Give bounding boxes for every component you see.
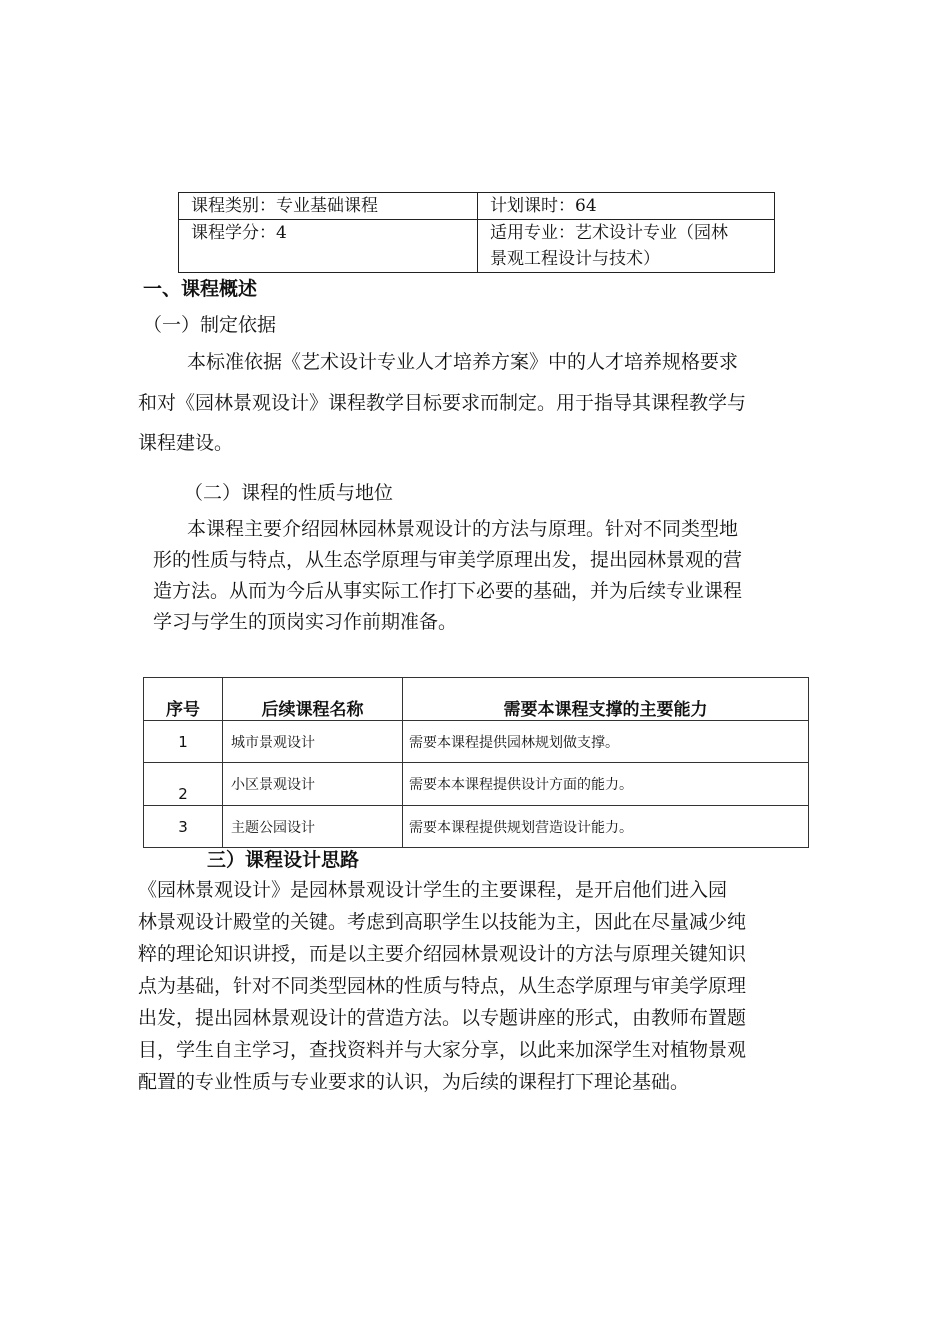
row-number: 1 bbox=[144, 721, 223, 763]
info-row bbox=[179, 220, 775, 273]
paragraph-line: 造方法。从而为今后从事实际工作打下必要的基础，并为后续专业课程 bbox=[153, 580, 743, 602]
paragraph-line: 本课程主要介绍园林园林景观设计的方法与原理。针对不同类型地 bbox=[187, 518, 739, 540]
paragraph-line: 《园林景观设计》是园林景观设计学生的主要课程，是开启他们进入园 bbox=[138, 879, 728, 901]
section-heading-overview: 一、课程概述 bbox=[143, 278, 258, 300]
paragraph-line: 林景观设计殿堂的关键。考虑到高职学生以技能为主，因此在尽量减少纯 bbox=[138, 911, 747, 933]
column-header-number: 序号 bbox=[144, 678, 223, 721]
course-category-cell: 课程类别：专业基础课程 bbox=[179, 193, 478, 220]
required-ability: 需要本课程提供园林规划做支撑。 bbox=[403, 721, 809, 763]
table-row bbox=[144, 763, 809, 806]
applicable-major-cell bbox=[478, 220, 775, 273]
paragraph-line: 和对《园林景观设计》课程教学目标要求而制定。用于指导其课程教学与 bbox=[138, 392, 747, 414]
credits-cell: 课程学分：4 bbox=[179, 220, 478, 273]
table-header-row bbox=[144, 678, 809, 721]
required-ability: 需要本课程提供规划营造设计能力。 bbox=[403, 806, 809, 848]
paragraph-line: 形的性质与特点，从生态学原理与审美学原理出发，提出园林景观的营 bbox=[153, 549, 743, 571]
paragraph-line: 课程建设。 bbox=[138, 432, 234, 454]
column-header-ability: 需要本课程支撑的主要能力 bbox=[403, 678, 809, 721]
major-line: 景观工程设计与技术） bbox=[490, 249, 660, 269]
paragraph-line: 点为基础，针对不同类型园林的性质与特点，从生态学原理与审美学原理 bbox=[138, 975, 747, 997]
course-name: 城市景观设计 bbox=[223, 721, 403, 763]
paragraph-line: 出发，提出园林景观设计的营造方法。以专题讲座的形式，由教师布置题 bbox=[138, 1007, 747, 1029]
row-number: 2 bbox=[144, 763, 223, 806]
course-name: 主题公园设计 bbox=[223, 806, 403, 848]
row-number: 3 bbox=[144, 806, 223, 848]
column-header-course-name: 后续课程名称 bbox=[223, 678, 403, 721]
section-heading-design: 三）课程设计思路 bbox=[207, 849, 360, 871]
required-ability: 需要本本课程提供设计方面的能力。 bbox=[403, 763, 809, 806]
course-name: 小区景观设计 bbox=[223, 763, 403, 806]
table-row bbox=[144, 806, 809, 848]
paragraph-line: 目，学生自主学习，查找资料并与大家分享，以此来加深学生对植物景观 bbox=[138, 1039, 747, 1061]
paragraph-line: 本标准依据《艺术设计专业人才培养方案》中的人才培养规格要求 bbox=[187, 351, 739, 373]
subsection-heading-basis: （一）制定依据 bbox=[143, 314, 277, 336]
info-row bbox=[179, 193, 775, 220]
paragraph-line: 学习与学生的顶岗实习作前期准备。 bbox=[153, 611, 458, 633]
planned-hours-cell: 计划课时：64 bbox=[478, 193, 775, 220]
paragraph-line: 配置的专业性质与专业要求的认识，为后续的课程打下理论基础。 bbox=[138, 1071, 690, 1093]
subsection-heading-nature: （二）课程的性质与地位 bbox=[184, 482, 394, 504]
follow-up-courses-table bbox=[143, 677, 809, 848]
course-info-table bbox=[178, 192, 775, 273]
paragraph-line: 粹的理论知识讲授，而是以主要介绍园林景观设计的方法与原理关键知识 bbox=[138, 943, 747, 965]
major-line: 适用专业：艺术设计专业（园林 bbox=[490, 223, 728, 243]
table-row bbox=[144, 721, 809, 763]
